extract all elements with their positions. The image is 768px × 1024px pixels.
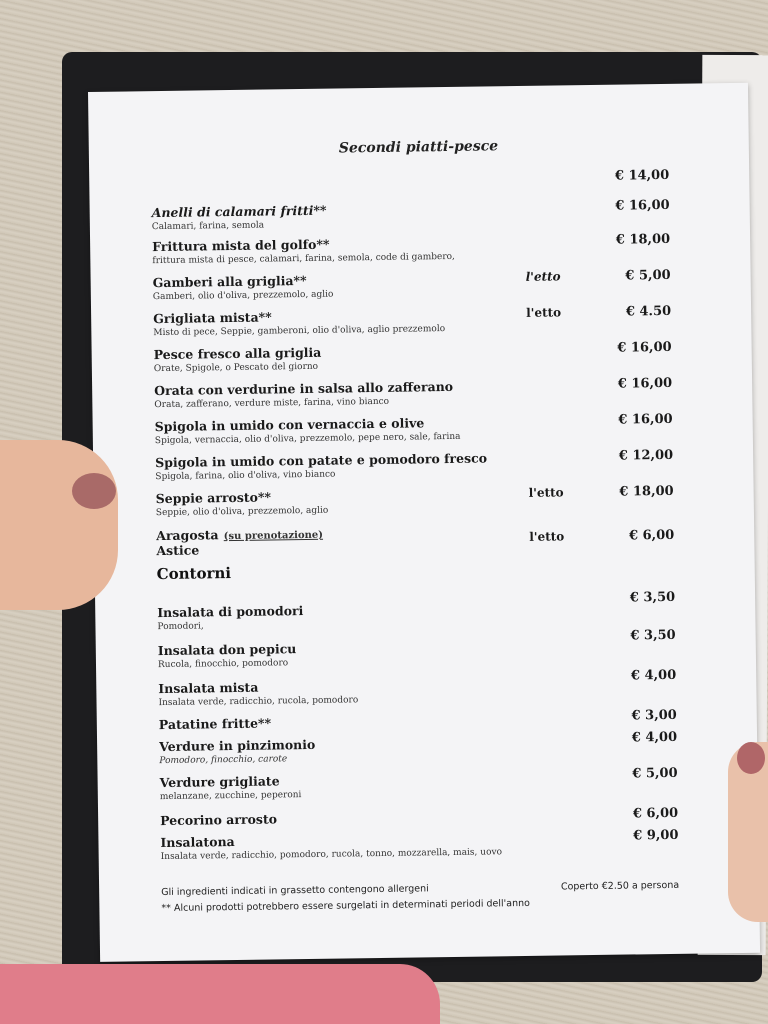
item-name: Insalata don pepicu [157, 641, 297, 659]
price: € 6,00 [632, 805, 679, 822]
item-name: Aragosta [156, 527, 219, 544]
item-name: Pesce fresco alla griglia [153, 344, 322, 363]
item-desc: melanzane, zucchine, peperoni [159, 790, 302, 803]
item-name: Verdure grigliate [159, 773, 280, 791]
item-desc: Gamberi, olio d'oliva, prezzemolo, aglio [152, 289, 334, 303]
right-thumbnail [737, 742, 765, 774]
menu-item [156, 484, 694, 519]
price: € 16,00 [615, 197, 670, 214]
section-title-contorni: Contorni [156, 564, 232, 584]
menu-item [159, 729, 697, 767]
item-desc: Rucola, finocchio, pomodoro [157, 658, 289, 671]
menu-item [155, 448, 693, 483]
item-name: Grigliata mista** [153, 309, 272, 327]
menu-item [160, 806, 698, 829]
page-title: Secondi piatti-pesce [338, 138, 499, 157]
item-name: Spigola in umido con vernaccia e olive [154, 415, 425, 435]
item-name: Insalata di pomodori [157, 603, 304, 621]
price: € 4.50 [625, 303, 672, 320]
item-desc: Calamari, farina, semola [151, 220, 265, 233]
item-desc: Insalata verde, radicchio, pomodoro, rucola, tonno, mozzarella, mais, uovo [160, 847, 503, 863]
item-desc: Pomodori, [157, 621, 204, 633]
price: € 16,00 [617, 339, 672, 356]
item-desc: Spigola, vernaccia, olio d'oliva, prezzemolo, pepe nero, sale, farina [154, 431, 461, 447]
price: € 5,00 [625, 267, 671, 284]
item-name: Insalata mista [158, 679, 259, 697]
top-price-row [151, 167, 689, 184]
allergeni-note: Gli ingredienti indicati in grassetto contengono allergeni [161, 883, 429, 899]
menu-item [157, 589, 695, 633]
item-desc: Misto di pece, Seppie, gamberoni, olio d'oliva, aglio prezzemolo [153, 324, 446, 339]
unit-label: l'etto [529, 529, 565, 544]
price: € 6,00 [628, 527, 675, 544]
menu-item [155, 412, 693, 447]
price: € 18,00 [619, 483, 674, 500]
menu-item [158, 667, 696, 709]
menu-item [158, 707, 697, 733]
item-name: Pecorino arrosto [160, 811, 278, 829]
left-thumbnail [72, 473, 116, 509]
price: € 18,00 [615, 231, 671, 248]
price: € 14,00 [614, 167, 670, 184]
item-desc: Pomodoro, finocchio, carote [159, 754, 288, 767]
unit-label: l'etto [528, 485, 564, 500]
menu-item [152, 198, 690, 233]
menu-item [153, 268, 691, 303]
item-desc: Orate, Spigole, o Pescato del giorno [153, 361, 319, 375]
footer-allergeni [161, 880, 699, 899]
unit-label: l'etto [525, 269, 561, 284]
item-name: Frittura mista del golfo** [152, 236, 330, 255]
price: € 4,00 [631, 729, 678, 746]
menu-item [154, 340, 692, 375]
item-desc: Spigola, farina, olio d'oliva, vino bianco [155, 469, 336, 483]
coperto-note: Coperto €2.50 a persona [560, 879, 680, 893]
price: € 3,00 [631, 707, 677, 724]
price: € 3,50 [629, 589, 676, 606]
menu-item [160, 828, 698, 863]
price: € 16,00 [618, 411, 673, 428]
price: € 3,50 [630, 627, 676, 644]
footer-surgelati: ** Alcuni prodotti potrebbero essere surgelati in determinati periodi dell'anno [161, 897, 530, 915]
item-name: Astice [156, 542, 200, 559]
item-name: Orata con verdurine in salsa allo zafferano [154, 378, 454, 399]
item-desc: frittura mista di pesce, calamari, farina, semola, code di gambero, [152, 251, 455, 267]
price: € 12,00 [618, 447, 674, 464]
menu-item [153, 304, 691, 339]
pink-sweater [0, 964, 440, 1024]
price: € 4,00 [630, 667, 677, 684]
item-desc: Seppie, olio d'oliva, prezzemolo, aglio [155, 505, 329, 519]
left-hand [0, 440, 118, 610]
menu-item [152, 232, 690, 267]
item-name: Anelli di calamari fritti** [151, 202, 327, 221]
item-name: Verdure in pinzimonio [159, 736, 316, 755]
item-name: Gamberi alla griglia** [152, 272, 307, 291]
menu-page [88, 83, 760, 962]
menu-item [154, 376, 692, 411]
price: € 9,00 [633, 827, 679, 844]
item-desc: Orata, zafferano, verdure miste, farina, vino bianco [154, 396, 390, 411]
item-name: Spigola in umido con patate e pomodoro fresco [155, 450, 488, 471]
item-note: (su prenotazione) [223, 529, 324, 543]
price: € 16,00 [617, 375, 673, 392]
item-desc: Insalata verde, radicchio, rucola, pomodoro [158, 695, 359, 709]
price: € 5,00 [632, 765, 678, 782]
unit-label: l'etto [526, 305, 562, 320]
menu-item [159, 765, 698, 803]
item-name: Insalatona [160, 834, 235, 851]
item-name: Patatine fritte** [158, 715, 272, 733]
item-name: Seppie arrosto** [155, 489, 272, 507]
